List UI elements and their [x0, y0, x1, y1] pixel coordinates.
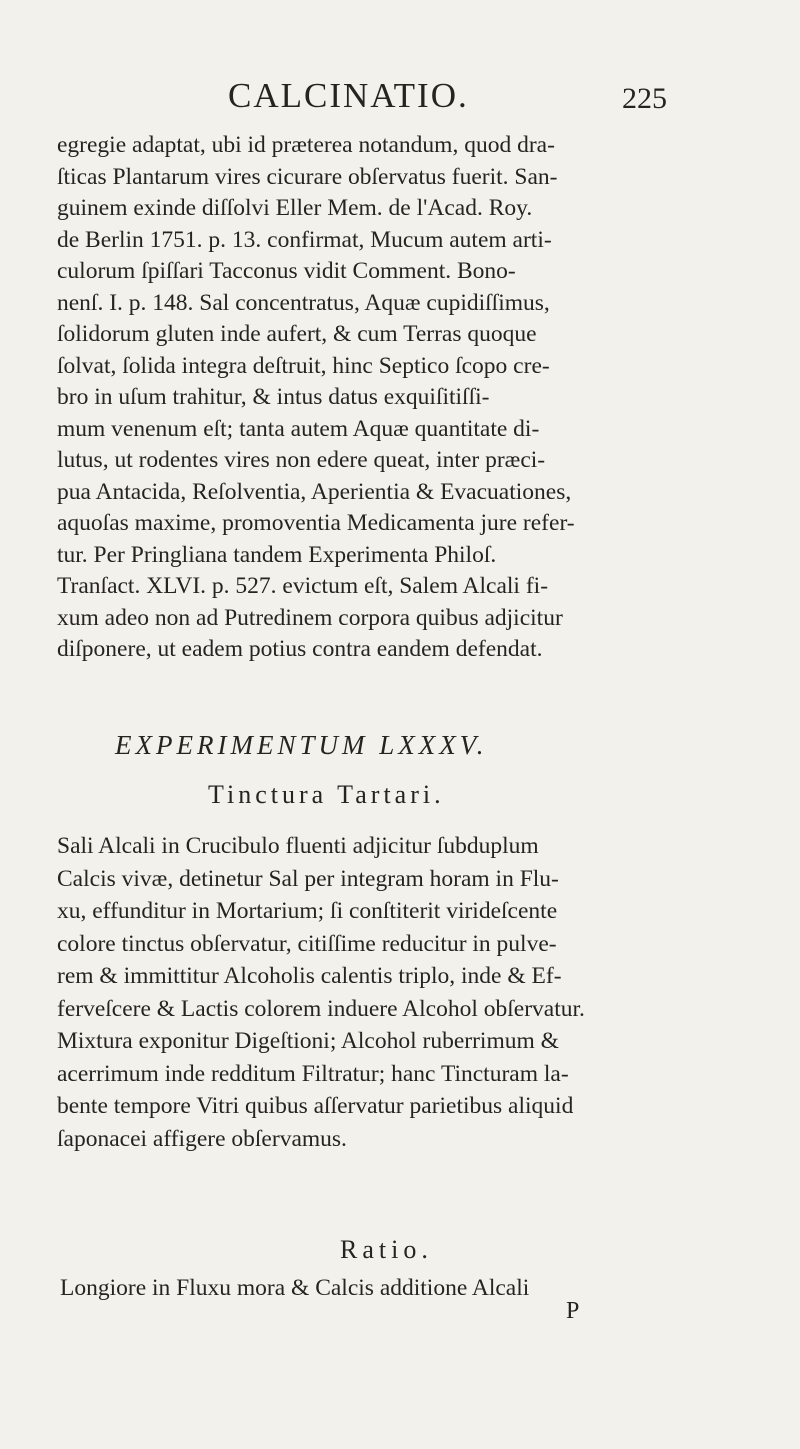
text-line: xum adeo non ad Putredinem corpora quibus adjicitur — [57, 604, 563, 631]
paragraph-1 — [57, 130, 783, 666]
text-line: diſponere, ut eadem potius contra eandem defendat. — [57, 636, 543, 662]
text-line: aquoſas maxime, promoventia Medicamenta jure refer- — [57, 510, 575, 536]
text-line: rem & immittitur Alcoholis calentis triplo, inde & Ef- — [57, 963, 562, 989]
text-line: acerrimum inde redditum Filtratur; hanc Tincturam la- — [57, 1060, 569, 1087]
text-line: tur. Per Pringliana tandem Experimenta Philoſ. — [57, 541, 497, 568]
experiment-heading: EXPERIMENTUM LXXXV. — [115, 730, 488, 760]
text-line: culorum ſpiſſari Tacconus vidit Comment. Bono- — [57, 258, 516, 284]
text-line: ſolidorum gluten inde aufert, & cum Terras quoque — [57, 321, 537, 347]
text-line: de Berlin 1751. p. 13. confirmat, Mucum autem arti- — [57, 226, 552, 253]
text-line: Mixtura exponitur Digeſtioni; Alcohol ruberrimum & — [57, 1028, 559, 1054]
catchword-line: Longiore in Fluxu mora & Calcis additione Alcali — [60, 1275, 530, 1301]
text-line: bro in uſum trahitur, & intus datus exquiſitiſſi- — [57, 384, 490, 410]
text-line: ſaponacei affigere obſervamus. — [57, 1125, 347, 1152]
text-line: ferveſcere & Lactis colorem induere Alcohol obſervatur. — [57, 995, 585, 1022]
tincture-heading: Tinctura Tartari. — [208, 780, 445, 809]
text-line: bente tempore Vitri quibus aſſervatur parietibus aliquid — [57, 1093, 574, 1119]
text-line: Calcis vivæ, detinetur Sal per integram horam in Flu- — [57, 865, 559, 892]
page-number: 225 — [622, 82, 667, 115]
paragraph-2 — [57, 830, 787, 1155]
text-line: nenſ. I. p. 148. Sal concentratus, Aquæ cupidiſſimus, — [57, 289, 550, 316]
text-line: pua Antacida, Reſolventia, Aperientia & Evacuationes, — [57, 478, 572, 505]
ratio-heading: Ratio. — [340, 1235, 433, 1264]
signature-mark: P — [566, 1298, 580, 1324]
text-line: lutus, ut rodentes vires non edere queat, inter præci- — [57, 447, 546, 473]
text-line: guinem exinde diſſolvi Eller Mem. de l'Acad. Roy. — [57, 195, 533, 221]
text-line: egregie adaptat, ubi id præterea notandum, quod dra- — [57, 132, 555, 158]
text-line: Tranſact. XLVI. p. 527. evictum eſt, Salem Alcali fi- — [57, 573, 549, 599]
text-line: xu, effunditur in Mortarium; ſi conſtiterit virideſcente — [57, 898, 558, 924]
text-line: ſolvat, ſolida integra deſtruit, hinc Septico ſcopo cre- — [57, 352, 550, 379]
page-header — [0, 76, 800, 120]
text-line: Sali Alcali in Crucibulo fluenti adjicitur ſubduplum — [57, 833, 539, 859]
text-line: ſticas Plantarum vires cicurare obſervatus fuerit. San- — [57, 163, 558, 190]
text-line: colore tinctus obſervatur, citiſſime reducitur in pulve- — [57, 930, 557, 957]
text-line: mum venenum eſt; tanta autem Aquæ quantitate di- — [57, 415, 540, 442]
running-title: CALCINATIO. — [228, 76, 469, 115]
